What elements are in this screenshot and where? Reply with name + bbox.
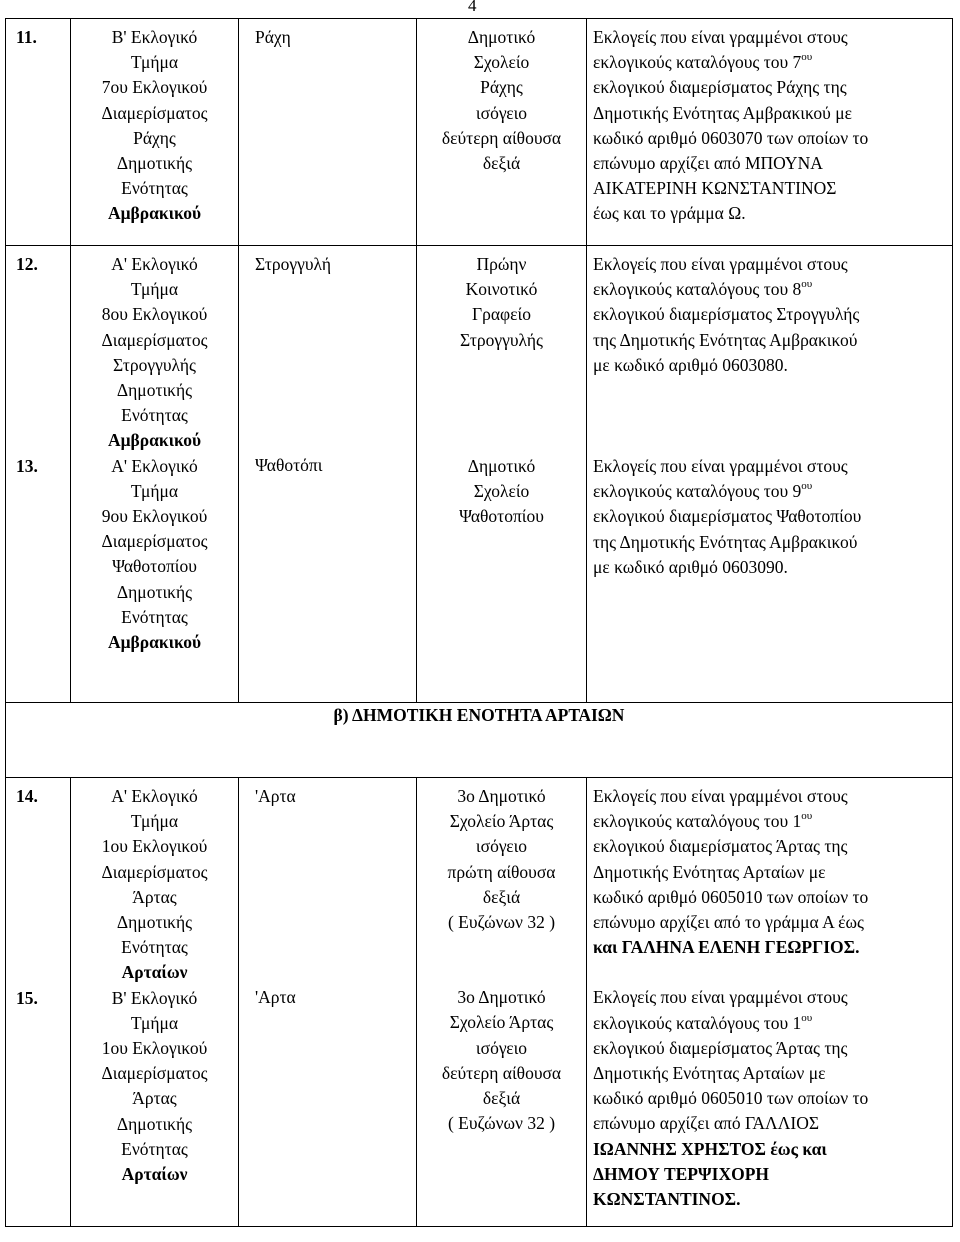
section-title: β) ΔΗΜΟΤΙΚΗ ΕΝΟΤΗΤΑ ΑΡΤΑΙΩΝ [333, 705, 625, 725]
row-number: 14. [16, 786, 38, 806]
voter-description: Εκλογείς που είναι γραμμένοι στους εκλογικούς καταλόγους του $1^{o\upsilon}$ εκλογικού διαμερίσματος Άρτας της Δημοτικής Ενότητας Αρταίων με κωδικό αριθμό 0605010 των οποίων το επώνυμο αρχίζει από το γράμμα Α έως και ΓΑΛΗΝΑ ΕΛΕΝΗ ΓΕΩΡΓΙΟΣ. Εκλογείς που είναι γραμμένοι στους εκλογικούς καταλόγους του $1^{o\upsilon}$ εκλογικού διαμερίσματος Άρτας της Δημοτικής Ενότητας Αρταίων με κωδικό αριθμό 0605010 των οποίων το επώνυμο αρχίζει από ΓΑΛΛΙΟΣ ΙΩΑΝΝΗΣ ΧΡΗΣΤΟΣ έως και ΔΗΜΟΥ ΤΕΡΨΙΧΟΡΗ ΚΩΝΣΤΑΝΤΙΝΟΣ. [593, 786, 869, 1210]
voter-description: Εκλογείς που είναι γραμμένοι στους εκλογικούς καταλόγους του $8^{o\upsilon}$ εκλογικού διαμερίσματος Στρογγυλής της Δημοτικής Ενότητας Αμβρακικού με κωδικό αριθμό 0603080. Εκλογείς που είναι γραμμένοι στους εκλογικούς καταλόγους του $9^{o\upsilon}$ εκλογικού διαμερίσματος Ψαθοτοπίου της Δημοτικής Ενότητας Αμβρακικού με κωδικό αριθμό 0603090. [593, 254, 862, 577]
polling-stations-table [5, 18, 953, 1227]
polling-station: Δημοτικό Σχολείο Ράχης ισόγειο δεύτερη αίθουσα δεξιά [441, 27, 562, 174]
polling-station: 3ο Δημοτικό Σχολείο Άρτας ισόγειο πρώτη αίθουσα δεξιά ( Ευζώνων 32 ) 3ο Δημοτικό Σχολείο Άρτας ισόγειο δεύτερη αίθουσα δεξιά ( Ευζώνων 32 ) [441, 786, 562, 1134]
voter-description: Εκλογείς που είναι γραμμένοι στους εκλογικούς καταλόγους του $7^{o\upsilon}$ εκλογικού διαμερίσματος Ράχης της Δημοτικής Ενότητας Αμβρακικού με κωδικό αριθμό 0603070 των οποίων το επώνυμο αρχίζει από ΜΠΟΥΝΑ ΑΙΚΑΤΕΡΙΝΗ ΚΩΝΣΤΑΝΤΙΝΟΣ έως και το γράμμα Ω. [593, 27, 869, 224]
electoral-unit: Β' Εκλογικό Τμήμα 7ου Εκλογικού Διαμερίσματος Ράχης Δημοτικής Ενότητας Αμβρακικού [101, 27, 208, 224]
table-row-14-15 [6, 778, 953, 1227]
electoral-unit: Α' Εκλογικό Τμήμα 8ου Εκλογικού Διαμερίσματος Στρογγυλής Δημοτικής Ενότητας Αμβρακικού Α' Εκλογικό Τμήμα 9ου Εκλογικού Διαμερίσματος Ψαθοτοπίου Δημοτικής Ενότητας Αμβρακικού [101, 254, 208, 653]
polling-station: Πρώην Κοινοτικό Γραφείο Στρογγυλής Δημοτικό Σχολείο Ψαθοτοπίου [459, 254, 544, 527]
place-name: Ράχη [255, 27, 291, 47]
table-row-12-13 [6, 246, 953, 703]
row-number: 11. [16, 27, 37, 47]
row-number: 13. [16, 456, 38, 477]
page-number: 4 [468, 0, 477, 15]
row-number: 15. [16, 988, 38, 1009]
place-name: Στρογγυλή [255, 254, 331, 274]
electoral-unit: Α' Εκλογικό Τμήμα 1ου Εκλογικού Διαμερίσματος Άρτας Δημοτικής Ενότητας Αρταίων Β' Εκλογικό Τμήμα 1ου Εκλογικού Διαμερίσματος Άρτας Δημοτικής Ενότητας Αρταίων [101, 786, 208, 1185]
place-name: Ψαθοτόπι [255, 455, 323, 476]
place-name: 'Αρτα [255, 987, 296, 1008]
table-row-11 [6, 19, 953, 246]
section-header-row [6, 703, 953, 778]
row-number: 12. [16, 254, 38, 274]
place-name: 'Αρτα [255, 786, 296, 806]
